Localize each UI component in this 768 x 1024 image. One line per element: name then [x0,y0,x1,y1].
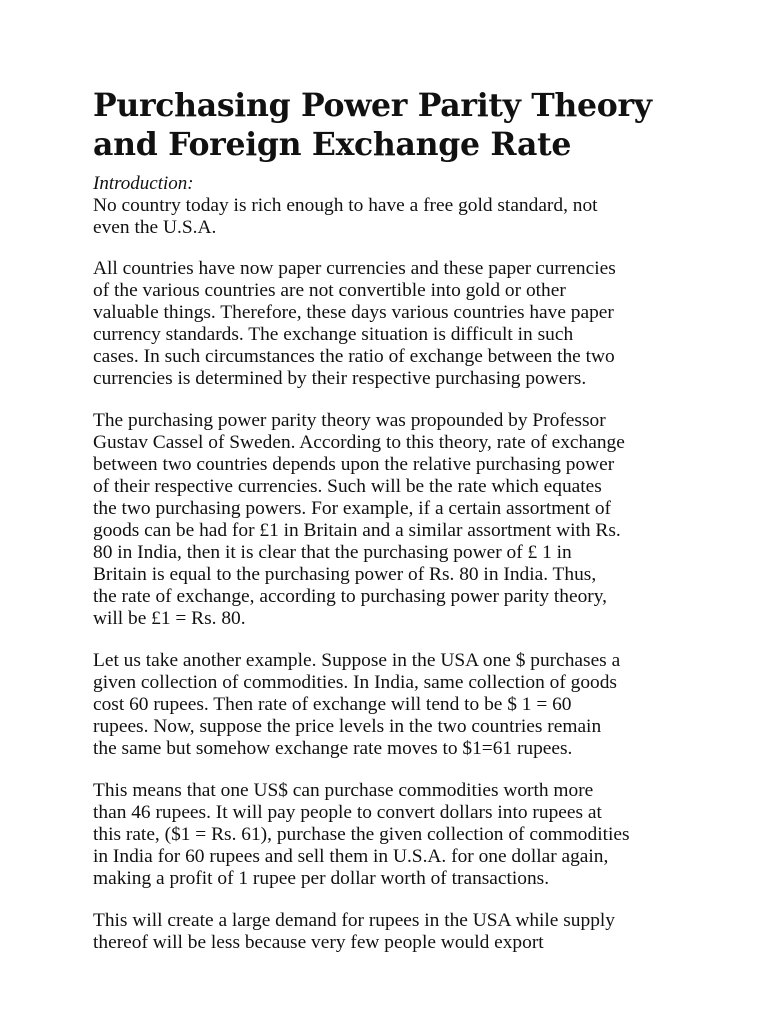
text-line: given collection of commodities. In India, same collection of goods [93,672,617,693]
text-line: the rate of exchange, according to purchasing power parity theory, [93,586,608,607]
paragraph [93,258,683,390]
text-line: this rate, ($1 = Rs. 61), purchase the given collection of commodities [93,824,630,845]
text-line: valuable things. Therefore, these days various countries have paper [93,302,614,323]
text-line: than 46 rupees. It will pay people to convert dollars into rupees at [93,802,602,823]
text-line: currencies is determined by their respective purchasing powers. [93,368,587,389]
text-line: cases. In such circumstances the ratio of exchange between the two [93,346,615,367]
text-line: This means that one US$ can purchase commodities worth more [93,780,594,801]
text-line: No country today is rich enough to have a free gold standard, not [93,195,598,216]
text-line: This will create a large demand for rupees in the USA while supply [93,910,615,931]
title-line: and Foreign Exchange Rate [93,126,572,163]
text-line: goods can be had for £1 in Britain and a similar assortment with Rs. [93,520,621,541]
text-line: The purchasing power parity theory was propounded by Professor [93,410,606,431]
document-title [93,86,683,164]
paragraph [93,780,683,890]
text-line: even the U.S.A. [93,217,217,238]
text-line: rupees. Now, suppose the price levels in the two countries remain [93,716,602,737]
text-line: will be £1 = Rs. 80. [93,608,246,629]
paragraph [93,410,683,630]
paragraph [93,910,683,954]
text-line: in India for 60 rupees and sell them in U.S.A. for one dollar again, [93,846,609,867]
text-line: of their respective currencies. Such will be the rate which equates [93,476,602,497]
text-line: of the various countries are not convertible into gold or other [93,280,566,301]
text-line: Gustav Cassel of Sweden. According to this theory, rate of exchange [93,432,625,453]
text-line: thereof will be less because very few people would export [93,932,544,953]
paragraph [93,195,683,239]
text-line: Britain is equal to the purchasing power of Rs. 80 in India. Thus, [93,564,597,585]
intro-heading: Introduction: [93,173,194,194]
text-line: All countries have now paper currencies and these paper currencies [93,258,616,279]
paragraph [93,650,683,760]
text-line: Let us take another example. Suppose in the USA one $ purchases a [93,650,621,671]
text-line: the same but somehow exchange rate moves to $1=61 rupees. [93,738,573,759]
text-line: the two purchasing powers. For example, if a certain assortment of [93,498,612,519]
text-line: making a profit of 1 rupee per dollar worth of transactions. [93,868,550,889]
title-line: Purchasing Power Parity Theory [93,87,652,124]
document-page [93,86,683,974]
text-line: cost 60 rupees. Then rate of exchange will tend to be $ 1 = 60 [93,694,572,715]
text-line: currency standards. The exchange situation is difficult in such [93,324,574,345]
text-line: between two countries depends upon the relative purchasing power [93,454,615,475]
text-line: 80 in India, then it is clear that the purchasing power of £ 1 in [93,542,572,563]
